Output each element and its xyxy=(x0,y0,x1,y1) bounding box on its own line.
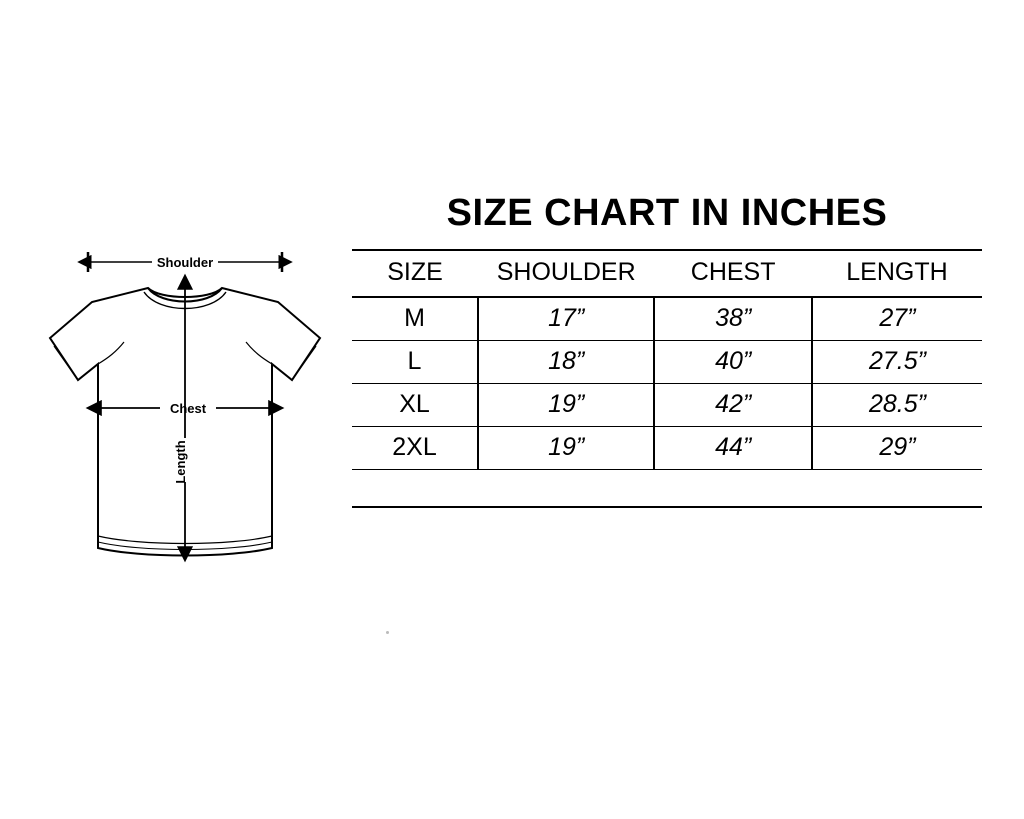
cell-length-2xl: 29” xyxy=(812,427,982,470)
shoulder-dimension xyxy=(88,252,282,272)
cell-length-xl: 28.5” xyxy=(812,384,982,427)
tshirt-measurement-illustration xyxy=(20,230,350,590)
size-chart-panel xyxy=(352,192,982,508)
cell-length-m: 27” xyxy=(812,297,982,341)
cell-chest-xl: 42” xyxy=(654,384,812,427)
table-row xyxy=(352,297,982,341)
cell-shoulder-m: 17” xyxy=(478,297,654,341)
table-row xyxy=(352,341,982,384)
cell-shoulder-2xl: 19” xyxy=(478,427,654,470)
cell-size-m: M xyxy=(352,297,478,341)
table-header-row xyxy=(352,251,982,297)
column-header-shoulder: SHOULDER xyxy=(478,251,654,297)
table-bottom-divider xyxy=(352,506,982,508)
cell-shoulder-l: 18” xyxy=(478,341,654,384)
table-row xyxy=(352,427,982,470)
column-header-length: LENGTH xyxy=(812,251,982,297)
column-header-chest: CHEST xyxy=(654,251,812,297)
column-header-size: SIZE xyxy=(352,251,478,297)
cell-chest-2xl: 44” xyxy=(654,427,812,470)
table-row xyxy=(352,384,982,427)
tshirt-diagram-svg xyxy=(20,230,350,590)
cell-chest-l: 40” xyxy=(654,341,812,384)
chest-dimension-label: Chest xyxy=(169,401,207,416)
cell-size-xl: XL xyxy=(352,384,478,427)
cell-size-l: L xyxy=(352,341,478,384)
cell-size-2xl: 2XL xyxy=(352,427,478,470)
chart-title: SIZE CHART IN INCHES xyxy=(446,192,888,234)
image-speck xyxy=(386,631,389,634)
cell-chest-m: 38” xyxy=(654,297,812,341)
cell-shoulder-xl: 19” xyxy=(478,384,654,427)
size-chart-table xyxy=(352,251,982,470)
shoulder-dimension-label: Shoulder xyxy=(156,255,214,270)
length-dimension-label: Length xyxy=(173,440,188,484)
cell-length-l: 27.5” xyxy=(812,341,982,384)
